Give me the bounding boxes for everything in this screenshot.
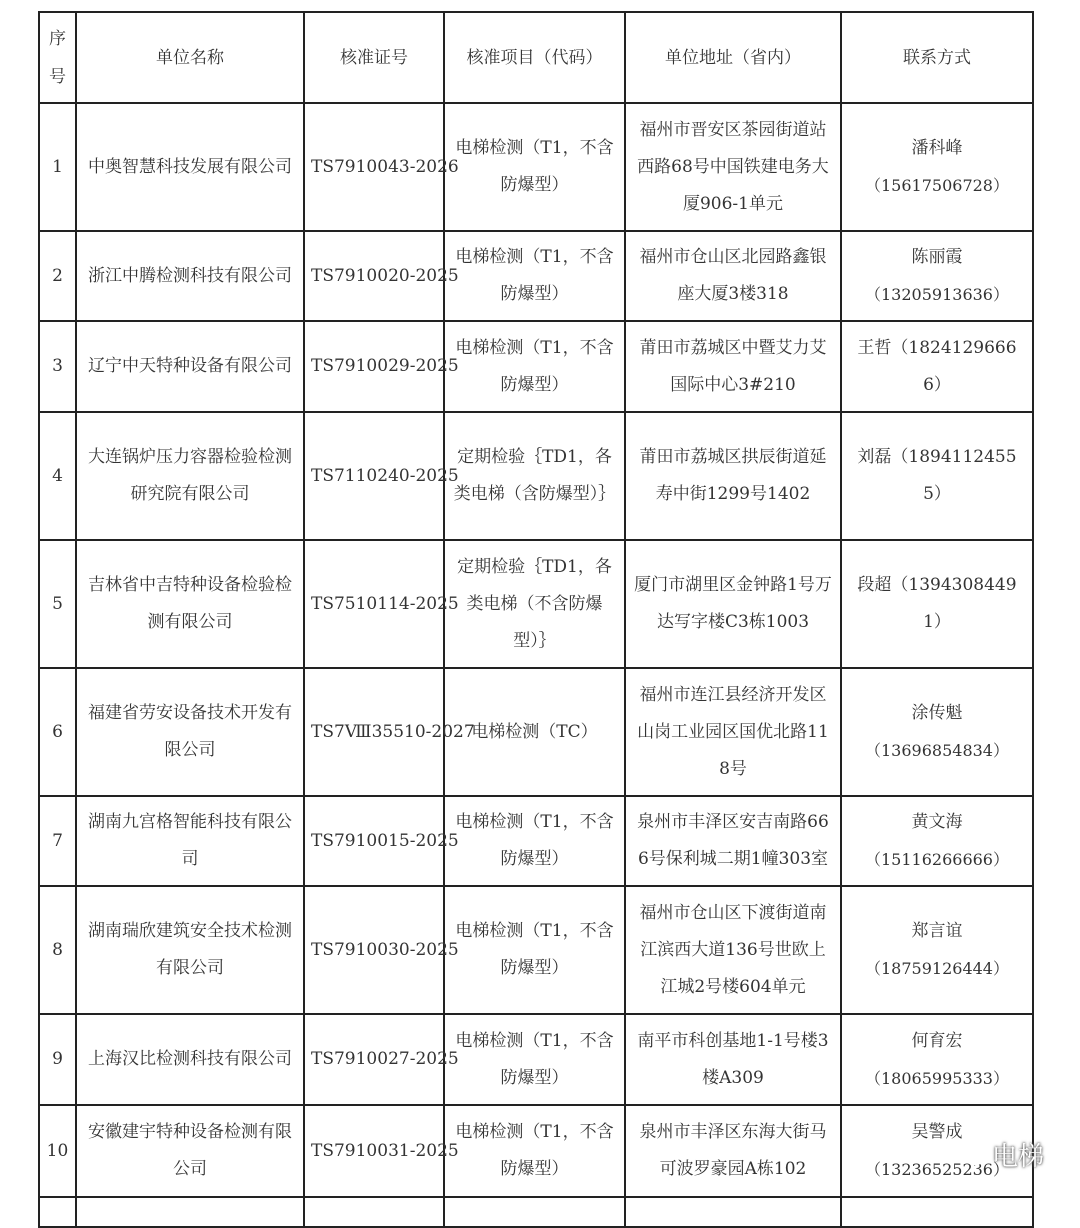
table-row bbox=[39, 412, 1033, 540]
table-row bbox=[39, 540, 1033, 668]
row-name: 大连锅炉压力容器检验检测研究院有限公司 bbox=[76, 412, 304, 540]
header-cert: 核准证号 bbox=[304, 12, 444, 103]
row-item: 电梯检测（T1，不含防爆型） bbox=[444, 886, 625, 1014]
row-contact: 段超（13943084491） bbox=[841, 540, 1033, 668]
row-name: 浙江中腾检测科技有限公司 bbox=[76, 231, 304, 321]
row-contact bbox=[841, 1014, 1033, 1105]
row-contact: 刘磊（18941124555） bbox=[841, 412, 1033, 540]
row-cert: TS7910015-2025 bbox=[304, 796, 444, 886]
row-item: 电梯检测（T1，不含防爆型） bbox=[444, 1014, 625, 1105]
row-name: 上海汉比检测科技有限公司 bbox=[76, 1014, 304, 1105]
contact-name: 何育宏 bbox=[911, 1030, 963, 1051]
contact-name: 涂传魁 bbox=[911, 703, 963, 723]
row-name: 湖南九宫格智能科技有限公司 bbox=[76, 796, 304, 886]
row-contact bbox=[841, 231, 1033, 321]
row-no: 3 bbox=[39, 321, 76, 412]
row-addr: 南平市科创基地1-1号楼3楼A309 bbox=[625, 1014, 841, 1105]
row-no: 8 bbox=[39, 886, 76, 1014]
row-name: 吉林省中吉特种设备检验检测有限公司 bbox=[76, 540, 304, 668]
row-no: 7 bbox=[39, 796, 76, 886]
table-row bbox=[39, 321, 1033, 412]
table-row bbox=[39, 1014, 1033, 1105]
contact-phone: （18759126444） bbox=[865, 959, 1009, 978]
row-addr: 莆田市荔城区中暨艾力艾国际中心3#210 bbox=[625, 321, 841, 412]
row-item: 电梯检测（T1，不含防爆型） bbox=[444, 231, 625, 321]
table-row bbox=[39, 231, 1033, 321]
row-cert: TS7910029-2025 bbox=[304, 321, 444, 412]
row-cert: TS7910027-2025 bbox=[304, 1014, 444, 1105]
contact-phone: （18065995333） bbox=[865, 1068, 1009, 1088]
row-no: 5 bbox=[39, 540, 76, 668]
row-no: 4 bbox=[39, 412, 76, 540]
header-no: 序号 bbox=[39, 12, 76, 103]
watermark-text: 电梯 bbox=[991, 1142, 1044, 1172]
contact-name: 郑言谊 bbox=[911, 921, 963, 941]
row-cell-empty bbox=[625, 1197, 841, 1227]
row-no: 1 bbox=[39, 103, 76, 231]
row-addr: 福州市仓山区北园路鑫银座大厦3楼318 bbox=[625, 231, 841, 321]
row-name: 中奥智慧科技发展有限公司 bbox=[76, 103, 304, 231]
row-contact: 王哲（18241296666） bbox=[841, 321, 1033, 412]
row-name: 湖南瑞欣建筑安全技术检测有限公司 bbox=[76, 886, 304, 1014]
table-row bbox=[39, 668, 1033, 796]
row-cert: TS7110240-2025 bbox=[304, 412, 444, 540]
contact-phone: （15116266666） bbox=[865, 850, 1009, 869]
row-addr: 福州市晋安区茶园街道站西路68号中国铁建电务大厦906-1单元 bbox=[625, 103, 841, 231]
registry-table bbox=[38, 11, 1034, 1228]
row-cert: TS7910030-2025 bbox=[304, 886, 444, 1014]
row-no: 10 bbox=[39, 1105, 76, 1197]
row-item: 定期检验｛TD1，各类电梯（不含防爆型）｝ bbox=[444, 540, 625, 668]
row-contact bbox=[841, 886, 1033, 1014]
table-row bbox=[39, 1105, 1033, 1197]
row-addr: 泉州市丰泽区安吉南路666号保利城二期1幢303室 bbox=[625, 796, 841, 886]
row-addr: 福州市连江县经济开发区山岗工业园区国优北路118号 bbox=[625, 668, 841, 796]
row-cert: TS7910031-2025 bbox=[304, 1105, 444, 1197]
row-item: 电梯检测（T1，不含防爆型） bbox=[444, 103, 625, 231]
row-name: 安徽建宇特种设备检测有限公司 bbox=[76, 1105, 304, 1197]
row-addr: 福州市仓山区下渡街道南江滨西大道136号世欧上江城2号楼604单元 bbox=[625, 886, 841, 1014]
contact-phone: （13236525236） bbox=[865, 1160, 1009, 1179]
contact-phone: （13205913636） bbox=[865, 285, 1009, 304]
row-contact bbox=[841, 103, 1033, 231]
table-header-row bbox=[39, 12, 1033, 103]
contact-phone: （15617506728） bbox=[865, 176, 1009, 195]
row-cert: TS7910043-2026 bbox=[304, 103, 444, 231]
row-cell-empty bbox=[304, 1197, 444, 1227]
wechat-icon bbox=[956, 1140, 986, 1170]
row-cell-empty bbox=[841, 1197, 1033, 1227]
row-cert: TS7910020-2025 bbox=[304, 231, 444, 321]
table-row bbox=[39, 886, 1033, 1014]
table-row bbox=[39, 103, 1033, 231]
row-name: 辽宁中天特种设备有限公司 bbox=[76, 321, 304, 412]
table-row bbox=[39, 1197, 1033, 1227]
header-contact: 联系方式 bbox=[841, 12, 1033, 103]
row-cert: TS7510114-2025 bbox=[304, 540, 444, 668]
row-cell-empty bbox=[39, 1197, 76, 1227]
row-addr: 厦门市湖里区金钟路1号万达写字楼C3栋1003 bbox=[625, 540, 841, 668]
row-item: 电梯检测（T1，不含防爆型） bbox=[444, 796, 625, 886]
contact-name: 陈丽霞 bbox=[911, 247, 963, 267]
row-item: 定期检验｛TD1，各类电梯（含防爆型）｝ bbox=[444, 412, 625, 540]
row-no: 6 bbox=[39, 668, 76, 796]
row-item: 电梯检测（T1，不含防爆型） bbox=[444, 1105, 625, 1197]
contact-name: 吴警成 bbox=[911, 1122, 963, 1142]
row-item: 电梯检测（T1，不含防爆型） bbox=[444, 321, 625, 412]
row-addr: 莆田市荔城区拱辰街道延寿中街1299号1402 bbox=[625, 412, 841, 540]
row-name: 福建省劳安设备技术开发有限公司 bbox=[76, 668, 304, 796]
watermark bbox=[956, 1136, 1044, 1173]
row-cell-empty bbox=[76, 1197, 304, 1227]
row-cert: TS7Ⅷ35510-2027 bbox=[304, 668, 444, 796]
row-contact bbox=[841, 668, 1033, 796]
header-addr: 单位地址（省内） bbox=[625, 12, 841, 103]
contact-name: 黄文海 bbox=[911, 812, 963, 832]
contact-name: 潘科峰 bbox=[911, 138, 963, 158]
row-no: 2 bbox=[39, 231, 76, 321]
row-addr: 泉州市丰泽区东海大街马可波罗豪园A栋102 bbox=[625, 1105, 841, 1197]
row-cell-empty bbox=[444, 1197, 625, 1227]
row-no: 9 bbox=[39, 1014, 76, 1105]
row-contact bbox=[841, 796, 1033, 886]
header-name: 单位名称 bbox=[76, 12, 304, 103]
row-item: 电梯检测（TC） bbox=[444, 668, 625, 796]
table-row bbox=[39, 796, 1033, 886]
header-item: 核准项目（代码） bbox=[444, 12, 625, 103]
contact-phone: （13696854834） bbox=[865, 741, 1009, 760]
